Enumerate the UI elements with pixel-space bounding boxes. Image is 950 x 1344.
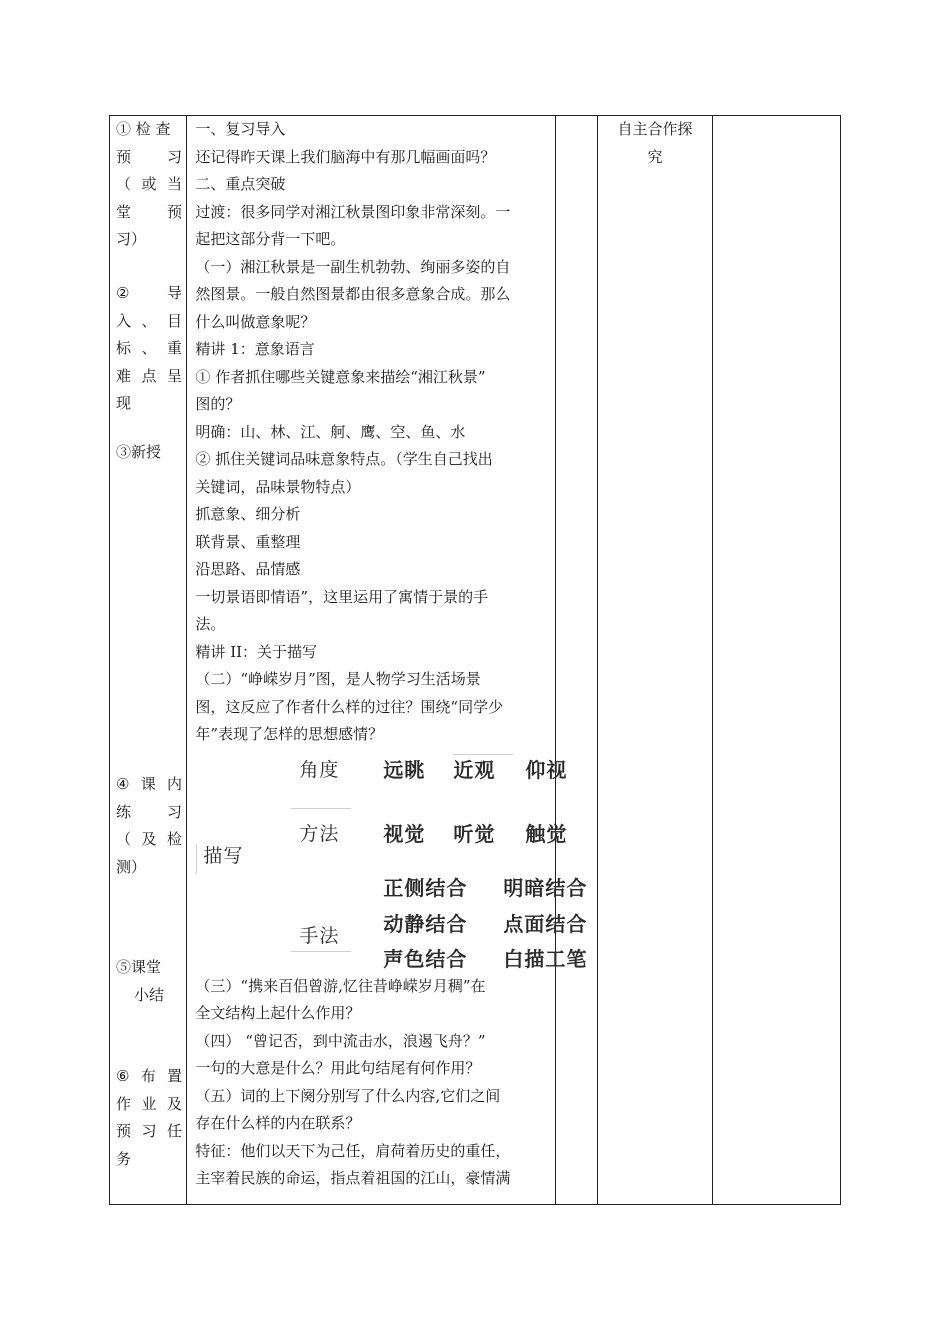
text-line: 什么叫做意象呢？ — [195, 312, 316, 331]
stage-line: 务 — [116, 1149, 132, 1168]
text-line: 图，这反应了作者什么样的过往？围绕“同学少 — [195, 697, 504, 716]
branch-item: 正侧结合 — [383, 875, 468, 900]
stage-line: 小结 — [133, 985, 164, 1004]
stage-line: ③新授 — [116, 443, 162, 461]
text-line: 一、复习导入 — [195, 120, 286, 138]
text-line: （一）湘江秋景是一副生机勃勃、绚丽多姿的自 — [195, 257, 511, 276]
text-line: ② 抓住关键词品味意象特点。（学生自己找出 — [195, 450, 493, 468]
text-line: 法。 — [195, 615, 226, 633]
stage-intro-goals — [116, 280, 182, 418]
text-line: 精讲 1：意象语言 — [195, 340, 315, 358]
branch-item: 动静结合 — [383, 911, 468, 936]
stage-line: ① 检 查 — [116, 120, 171, 138]
stage-column — [110, 116, 187, 1205]
stage-line: ④ 课 内 — [116, 775, 182, 793]
text-line: 明确：山、林、江、舸、鹰、空、鱼、水 — [195, 422, 466, 441]
stage-line: （ 或 当 — [116, 175, 182, 193]
text-line: 特征：他们以天下为己任，肩荷着历史的重任， — [195, 1141, 511, 1160]
branch-item: 明暗结合 — [503, 875, 588, 900]
notes-column — [713, 116, 841, 1205]
text-line: 一句的大意是什么？用此句结尾有何作用？ — [195, 1059, 481, 1077]
text-line: 主宰着民族的命运，指点着祖国的江山，豪情满 — [195, 1169, 511, 1187]
text-line: 全文结构上起什么作用？ — [195, 1004, 361, 1022]
stage-new-lesson — [116, 439, 182, 467]
text-line: 然图景。一般自然图景都由很多意象合成。那么 — [195, 285, 511, 303]
stage-line: 入 、 目 — [116, 311, 182, 330]
branch-item: 声色结合 — [383, 946, 468, 971]
text-line: （四） “曾记否，到中流击水，浪遏飞舟？” — [195, 1031, 486, 1050]
text-line: 一切景语即情语”，这里运用了寓情于景的手 — [195, 587, 489, 606]
branch-item: 视觉 — [383, 821, 426, 846]
stage-line: 练 习 — [116, 802, 182, 821]
method-line: 自主合作探 — [617, 120, 693, 138]
stage-line: （ 及 检 — [116, 830, 182, 848]
description-mindmap-image — [195, 751, 588, 971]
stage-line: 测） — [116, 857, 147, 876]
text-line: 二、重点突破 — [195, 175, 286, 193]
text-line: 沿思路、品情感 — [195, 560, 301, 578]
text-line: 年”表现了怎样的思想感情？ — [195, 725, 384, 743]
text-line: （二）“峥嵘岁月”图，是人物学习生活场景 — [195, 670, 481, 688]
stage-line: ⑥ 布 置 — [116, 1067, 182, 1085]
text-line: （五）词的上下阕分别写了什么内容,它们之间 — [195, 1086, 501, 1105]
branch-label-method: 方法 — [299, 822, 340, 845]
mindmap-root: 描写 — [203, 844, 244, 867]
text-line: ① 作者抓住哪些关键意象来描绘“湘江秋景” — [195, 367, 486, 386]
stage-line: 预 习 任 — [116, 1122, 182, 1140]
stage-check-preview — [116, 116, 182, 254]
method-text — [598, 116, 713, 171]
branch-item: 点面结合 — [503, 911, 588, 936]
stage-line: ⑤课堂 — [116, 958, 162, 976]
stage-practice — [116, 771, 182, 881]
text-line: 抓意象、细分析 — [195, 505, 301, 523]
method-column — [597, 116, 713, 1205]
divider — [453, 754, 513, 755]
text-line: 还记得昨天课上我们脑海中有那几幅画面吗？ — [195, 147, 496, 166]
lesson-content — [187, 116, 588, 1193]
stage-line: 作 业 及 — [116, 1094, 182, 1113]
stage-summary — [116, 954, 182, 1009]
branch-item: 白描工笔 — [503, 946, 588, 971]
stage-line: 堂 预 — [116, 202, 182, 221]
table-row — [110, 116, 841, 1205]
stage-line: 预 习 — [116, 147, 182, 166]
branch-item: 远眺 — [383, 757, 426, 782]
branch-item: 触觉 — [525, 821, 568, 846]
stage-homework — [116, 1063, 182, 1173]
branch-item: 近观 — [453, 757, 496, 782]
stage-line: 标 、 重 — [116, 339, 182, 357]
text-line: 联背景、重整理 — [195, 532, 301, 551]
lesson-plan-table — [109, 115, 841, 1205]
text-line: 存在什么样的内在联系？ — [195, 1114, 361, 1132]
branch-label-technique: 手法 — [299, 924, 340, 947]
text-line: 过渡：很多同学对湘江秋景图印象非常深刻。一 — [195, 202, 511, 221]
divider — [291, 951, 351, 952]
stage-line: ② 导 — [116, 284, 182, 302]
method-line: 究 — [647, 147, 663, 166]
text-line: 起把这部分背一下吧。 — [195, 230, 346, 248]
stage-line: 难 点 呈 — [116, 366, 182, 385]
text-line: 精讲 II：关于描写 — [195, 642, 318, 661]
empty-column — [556, 116, 597, 1205]
branch-item: 仰视 — [525, 757, 568, 782]
divider — [196, 844, 197, 874]
stage-line: 现 — [116, 394, 132, 412]
text-line: 关键词，品味景物特点） — [195, 477, 361, 496]
divider — [291, 808, 351, 809]
branch-label-angle: 角度 — [299, 758, 340, 781]
branch-item: 听觉 — [453, 821, 496, 846]
stage-line: 习） — [116, 230, 147, 248]
text-line: （三）“携来百侣曾游,忆往昔峥嵘岁月稠”在 — [195, 976, 486, 995]
text-line: 图的？ — [195, 395, 241, 413]
content-column — [187, 116, 588, 1205]
